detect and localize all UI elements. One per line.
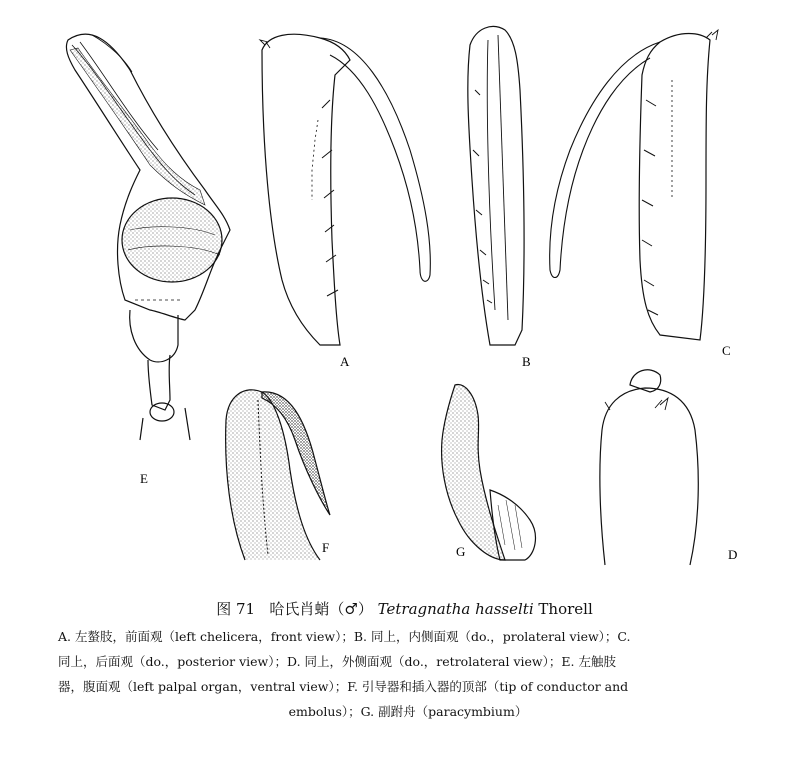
panel-label-f: F [322, 540, 330, 555]
panel-label-d: D [728, 547, 738, 562]
figure-title-cn: 哈氏肖蛸（♂） [269, 600, 373, 618]
drawing-e-palpal-organ [66, 34, 230, 440]
figure-number: 图 71 [216, 600, 256, 618]
caption-line-3: 器，腹面观（left palpal organ，ventral view）；F. 引导器和插入器的顶部（tip of conductor and [58, 679, 629, 694]
figure-caption [58, 624, 758, 724]
figure-title [0, 598, 809, 619]
species-author: Thorell [538, 600, 593, 618]
drawing-d-chelicera-retrolateral [600, 370, 698, 565]
drawing-g-paracymbium [442, 385, 536, 560]
drawing-c-chelicera-posterior [550, 30, 718, 340]
drawing-f-conductor-embolus [226, 390, 330, 560]
panel-label-g: G [456, 544, 466, 559]
species-name: Tetragnatha hasselti [377, 600, 534, 618]
drawing-b-chelicera-prolateral [468, 26, 524, 345]
panel-label-a: A [340, 354, 350, 369]
caption-line-2: 同上，后面观（do.，posterior view）；D. 同上，外侧面观（do.，retrolateral view）；E. 左触肢 [58, 654, 616, 669]
panel-label-e: E [140, 471, 148, 486]
panel-label-b: B [522, 354, 531, 369]
caption-line-4: embolus）；G. 副跗舟（paracymbium） [288, 704, 528, 719]
panel-label-c: C [722, 343, 731, 358]
caption-line-1: A. 左螯肢，前面观（left chelicera，front view）；B. 同上，内侧面观（do.，prolateral view）；C. [58, 629, 631, 644]
drawing-a-chelicera-front [260, 34, 430, 345]
